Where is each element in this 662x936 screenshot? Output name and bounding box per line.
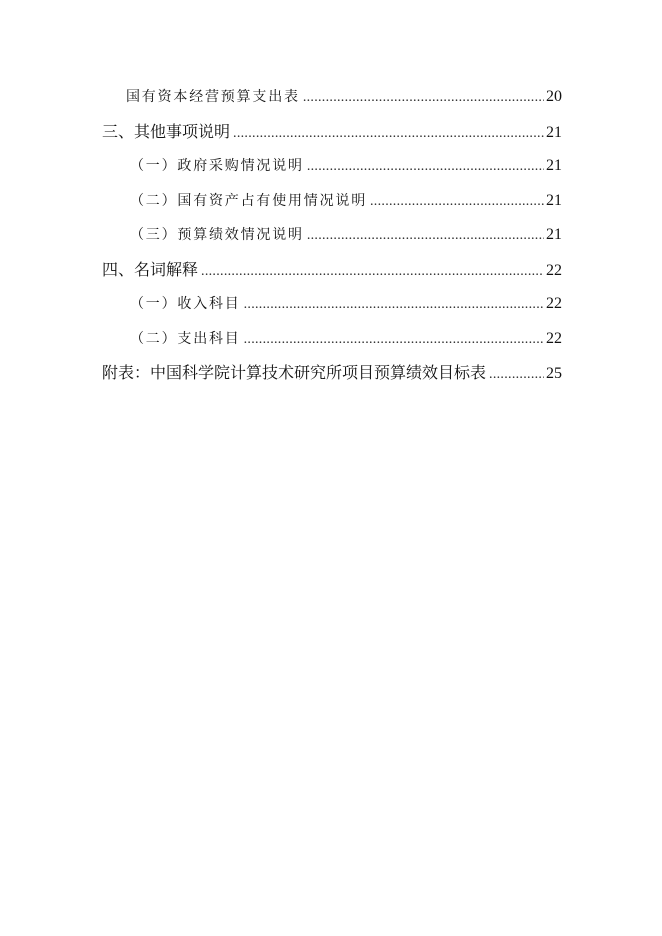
- toc-entry-state-assets-usage[interactable]: [102, 190, 562, 225]
- toc-entry-label: （一）收入科目: [130, 296, 241, 312]
- dot-leader: [244, 294, 544, 316]
- dot-leader: [244, 329, 544, 351]
- toc-page-number: 22: [546, 295, 562, 312]
- toc-entry-expenditure-items[interactable]: [102, 328, 562, 363]
- toc-page-number: 21: [546, 157, 562, 174]
- toc-entry-government-procurement[interactable]: [102, 155, 562, 190]
- toc-entry-label: 四、名词解释: [102, 259, 199, 279]
- toc-page-number: 25: [546, 365, 562, 382]
- toc-entry-state-capital-budget-table[interactable]: [102, 86, 562, 121]
- toc-page-number: 20: [546, 88, 562, 105]
- dot-leader: [489, 364, 544, 386]
- toc-page-number: 22: [546, 329, 562, 347]
- dot-leader: [370, 191, 544, 213]
- toc-entry-label: 附表：中国科学院计算技术研究所项目预算绩效目标表: [102, 363, 487, 382]
- dot-leader: [233, 123, 544, 145]
- toc-entry-budget-performance[interactable]: [102, 224, 562, 259]
- toc-entry-label: （二）国有资产占有使用情况说明: [130, 192, 367, 209]
- toc-page-number: 21: [546, 123, 562, 141]
- toc-entry-glossary[interactable]: [102, 259, 562, 294]
- toc-entry-label: 三、其他事项说明: [102, 121, 231, 141]
- toc-entry-appendix-performance-targets[interactable]: [102, 362, 562, 397]
- toc-entry-label: （二）支出科目: [130, 330, 241, 347]
- toc-page-number: 21: [546, 191, 562, 209]
- toc-entry-revenue-items[interactable]: [102, 293, 562, 328]
- toc-entry-label: 国有资本经营预算支出表: [126, 89, 300, 105]
- toc-entry-label: （三）预算绩效情况说明: [130, 227, 304, 243]
- dot-leader: [307, 156, 544, 178]
- toc-page-number: 22: [546, 261, 562, 279]
- dot-leader: [303, 87, 544, 109]
- toc-entry-label: （一）政府采购情况说明: [130, 158, 304, 174]
- dot-leader: [201, 261, 544, 283]
- table-of-contents: [102, 86, 562, 397]
- toc-entry-other-matters[interactable]: [102, 121, 562, 156]
- dot-leader: [307, 225, 544, 247]
- toc-page-number: 21: [546, 226, 562, 243]
